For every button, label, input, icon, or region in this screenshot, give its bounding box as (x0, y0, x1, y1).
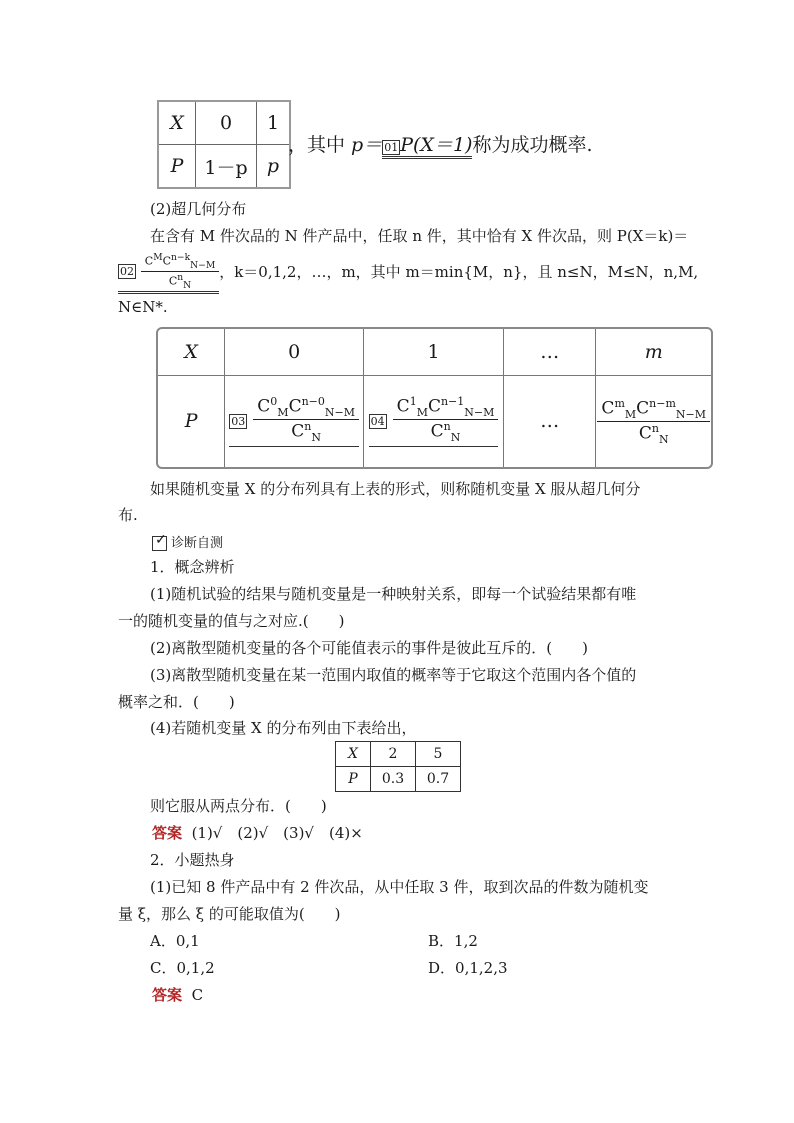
formula-tail: ，k＝0,1,2，…，m，其中 m＝min{M，n}，且 n≤N，M≤N，n,M, (219, 262, 699, 281)
table-cell (364, 375, 504, 467)
question-line: (4)若随机变量 X 的分布列由下表给出， (150, 719, 417, 737)
table-cell: 0 (196, 101, 257, 145)
question-line: 一的随机变量的值与之对应.( ) (118, 612, 345, 630)
hyper-formula-fraction: $\frac{C^MC^{n-k}_{N-M}}{C^n_N}$ (141, 252, 219, 291)
blank-box: 01 (384, 141, 399, 154)
table-header-x: X (158, 101, 196, 145)
question-title: 2．小题热身 (150, 851, 235, 869)
answer-text: (1)√ (2)√ (3)√ (4)× (191, 824, 363, 842)
table-cell: 1 (257, 101, 291, 145)
text-prefix: ，其中 (288, 134, 352, 156)
table-cell: p (257, 145, 291, 189)
table-header-p: P (158, 145, 196, 189)
option-b: B．1,2 (428, 932, 478, 950)
answer-line (152, 822, 363, 843)
question-line: (3)离散型随机变量在某一范围内取值的概率等于它取这个范围内各个值的 (150, 666, 637, 684)
table-header-x: X (158, 329, 225, 375)
section-heading: (2)超几何分布 (150, 200, 247, 218)
paragraph-line: 布. (118, 506, 138, 524)
table-cell: 0 (225, 329, 364, 375)
table-cell: 2 (371, 742, 416, 767)
question-line: (1)已知 8 件产品中有 2 件次品，从中任取 3 件，取到次品的件数为随机变 (150, 878, 649, 896)
table-header-x: X (336, 742, 371, 767)
answer-text: C (191, 986, 204, 1004)
question-line: (1)随机试验的结果与随机变量是一种映射关系，即每一个试验结果都有唯 (150, 585, 637, 603)
table-cell: … (503, 329, 595, 375)
option-c: C．0,1,2 (150, 959, 215, 977)
table-cell: 1 (364, 329, 504, 375)
table-header-p: P (158, 375, 225, 467)
text-suffix: 称为成功概率. (472, 134, 593, 156)
answer-label: 答案 (152, 824, 183, 842)
table-cell: 5 (416, 742, 461, 767)
option-d: D．0,1,2,3 (428, 959, 508, 977)
question-line: 概率之和．( ) (118, 693, 235, 711)
table-cell: … (503, 375, 595, 467)
two-point-table (157, 100, 291, 189)
table-cell (596, 375, 711, 467)
table-cell: m (596, 329, 711, 375)
question-line: (2)离散型随机变量的各个可能值表示的事件是彼此互斥的．( ) (150, 639, 588, 657)
prob-fraction-m: $\frac{C^m_MC^{n-m}_{N-M}}{C^n_N}$ (597, 397, 710, 446)
p-var: p＝ (351, 134, 383, 156)
prob-fraction-0: $\frac{C^0_MC^{n-0}_{N-M}}{C^n_N}$ (253, 395, 359, 444)
blank-box: 03 (231, 414, 246, 428)
table-header-p: P (336, 767, 371, 792)
formula-line (118, 252, 698, 294)
prob-fraction-1: $\frac{C^1_MC^{n-1}_{N-M}}{C^n_N}$ (393, 395, 499, 444)
blank-box: 02 (120, 265, 134, 279)
table-cell: 0.3 (371, 767, 416, 792)
option-a: A．0,1 (150, 932, 200, 950)
check-square-icon: ✓ (152, 536, 167, 551)
paragraph-line: 如果随机变量 X 的分布列具有上表的形式，则称随机变量 X 服从超几何分 (150, 480, 641, 498)
answer-label: 答案 (152, 986, 183, 1004)
question-title: 1．概念辨析 (150, 558, 235, 576)
underlined-formula: P(X＝1) (400, 134, 473, 156)
diag-title: 诊断自测 (171, 536, 224, 551)
answer-line (152, 984, 203, 1005)
paragraph-line: 在含有 M 件次品的 N 件产品中，任取 n 件，其中恰有 X 件次品，则 P(X＝k)＝ (150, 227, 689, 245)
table-cell (225, 375, 364, 467)
blank-box: 04 (370, 414, 385, 428)
table-cell: 1－p (196, 145, 257, 189)
hyper-table (156, 327, 713, 469)
section-title (152, 532, 223, 551)
paragraph-line: N∈N*. (118, 298, 168, 316)
question-line: 则它服从两点分布．( ) (150, 797, 327, 815)
two-point-text (288, 130, 593, 157)
table-cell: 0.7 (416, 767, 461, 792)
question-line: 量 ξ，那么 ξ 的可能取值为( ) (118, 905, 341, 923)
small-distribution-table (335, 741, 461, 792)
